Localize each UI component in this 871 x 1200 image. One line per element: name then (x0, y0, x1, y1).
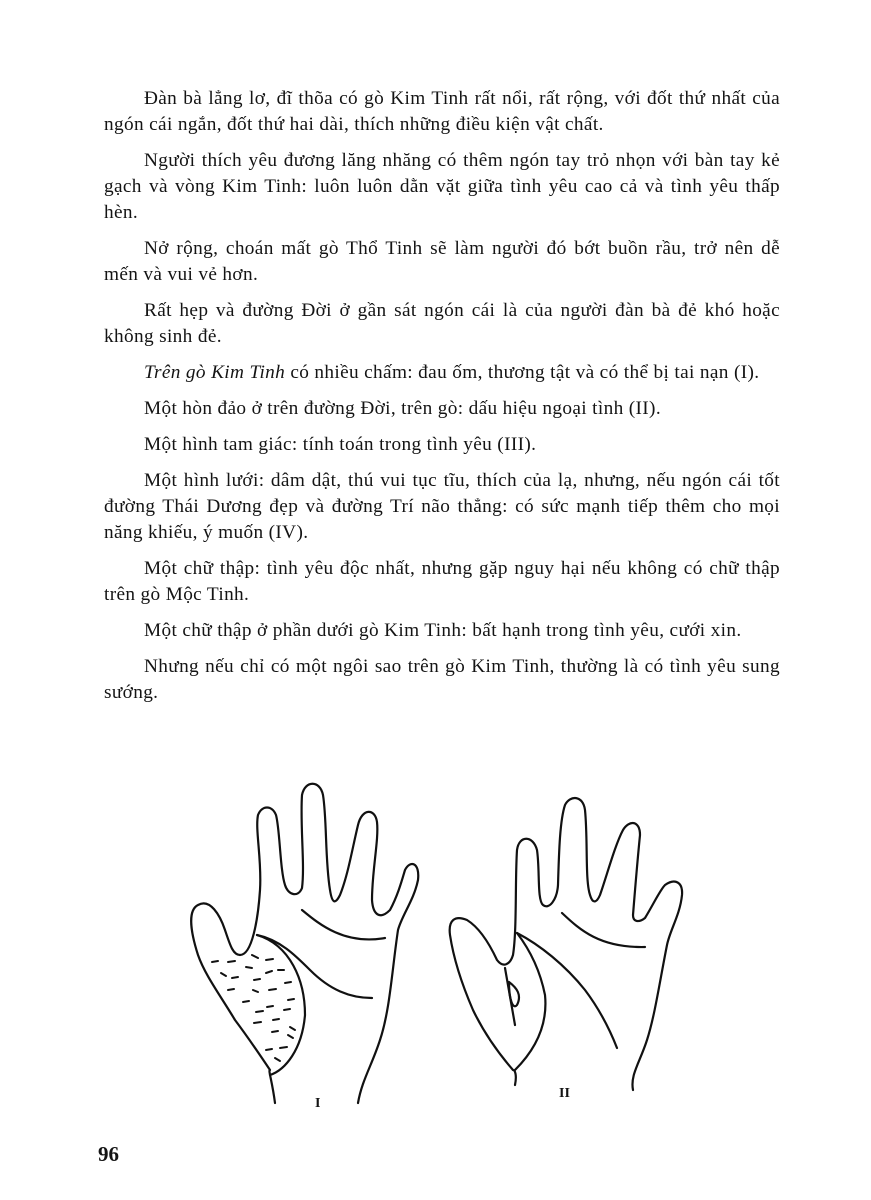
figure-label: I (315, 1096, 321, 1111)
figure-palm-dotted-venus (180, 770, 440, 1115)
italic-lead: Trên gò Kim Tinh (144, 362, 286, 383)
paragraph-text: Nở rộng, choán mất gò Thổ Tinh sẽ làm người đó bớt buồn rầu, trở nên dễ mến và vui vẻ hơn. (104, 238, 780, 285)
paragraph-4 (104, 298, 780, 350)
paragraph-9 (104, 556, 780, 608)
paragraph-10 (104, 618, 780, 644)
page-number: 96 (98, 1142, 119, 1166)
figure-palm-island (445, 770, 710, 1115)
paragraph-6 (104, 396, 780, 422)
paragraph-1 (104, 86, 780, 138)
palm-drawing-icon (180, 770, 440, 1115)
paragraph-3 (104, 236, 780, 288)
paragraph-2 (104, 148, 780, 226)
paragraph-11 (104, 654, 780, 706)
paragraph-5 (104, 360, 780, 386)
figure-label: II (559, 1086, 570, 1101)
paragraph-8 (104, 468, 780, 546)
body-text (104, 86, 780, 716)
palm-illustrations (180, 770, 710, 1120)
paragraph-text: Một hình lưới: dâm dật, thú vui tục tĩu, thích của lạ, nhưng, nếu ngón cái tốt đường Thái Dương đẹp và đường Trí não thẳng: có sức mạnh tiếp thêm cho mọi năng khiếu, ý muốn (IV). (104, 470, 780, 543)
paragraph-text: Một hòn đảo ở trên đường Đời, trên gò: dấu hiệu ngoại tình (II). (144, 398, 661, 419)
paragraph-text: Người thích yêu đương lăng nhăng có thêm ngón tay trỏ nhọn với bàn tay kẻ gạch và vòng Kim Tinh: luôn luôn dằn vặt giữa tình yêu cao cả và tình yêu thấp hèn. (104, 150, 780, 223)
paragraph-text: Đàn bà lẳng lơ, đĩ thõa có gò Kim Tinh rất nổi, rất rộng, với đốt thứ nhất của ngón cái ngắn, đốt thứ hai dài, thích những điều kiện vật chất. (104, 88, 780, 135)
paragraph-7 (104, 432, 780, 458)
palm-drawing-icon (445, 770, 710, 1115)
paragraph-text: Một chữ thập: tình yêu độc nhất, nhưng gặp nguy hại nếu không có chữ thập trên gò Mộc Tinh. (104, 558, 780, 605)
paragraph-text: Rất hẹp và đường Đời ở gần sát ngón cái là của người đàn bà đẻ khó hoặc không sinh đẻ. (104, 300, 780, 347)
paragraph-text: Nhưng nếu chỉ có một ngôi sao trên gò Kim Tinh, thường là có tình yêu sung sướng. (104, 656, 780, 703)
paragraph-text: Một chữ thập ở phần dưới gò Kim Tinh: bất hạnh trong tình yêu, cưới xin. (144, 620, 742, 641)
paragraph-text: Một hình tam giác: tính toán trong tình yêu (III). (144, 434, 537, 455)
paragraph-text: có nhiều chấm: đau ốm, thương tật và có thể bị tai nạn (I). (285, 362, 760, 383)
